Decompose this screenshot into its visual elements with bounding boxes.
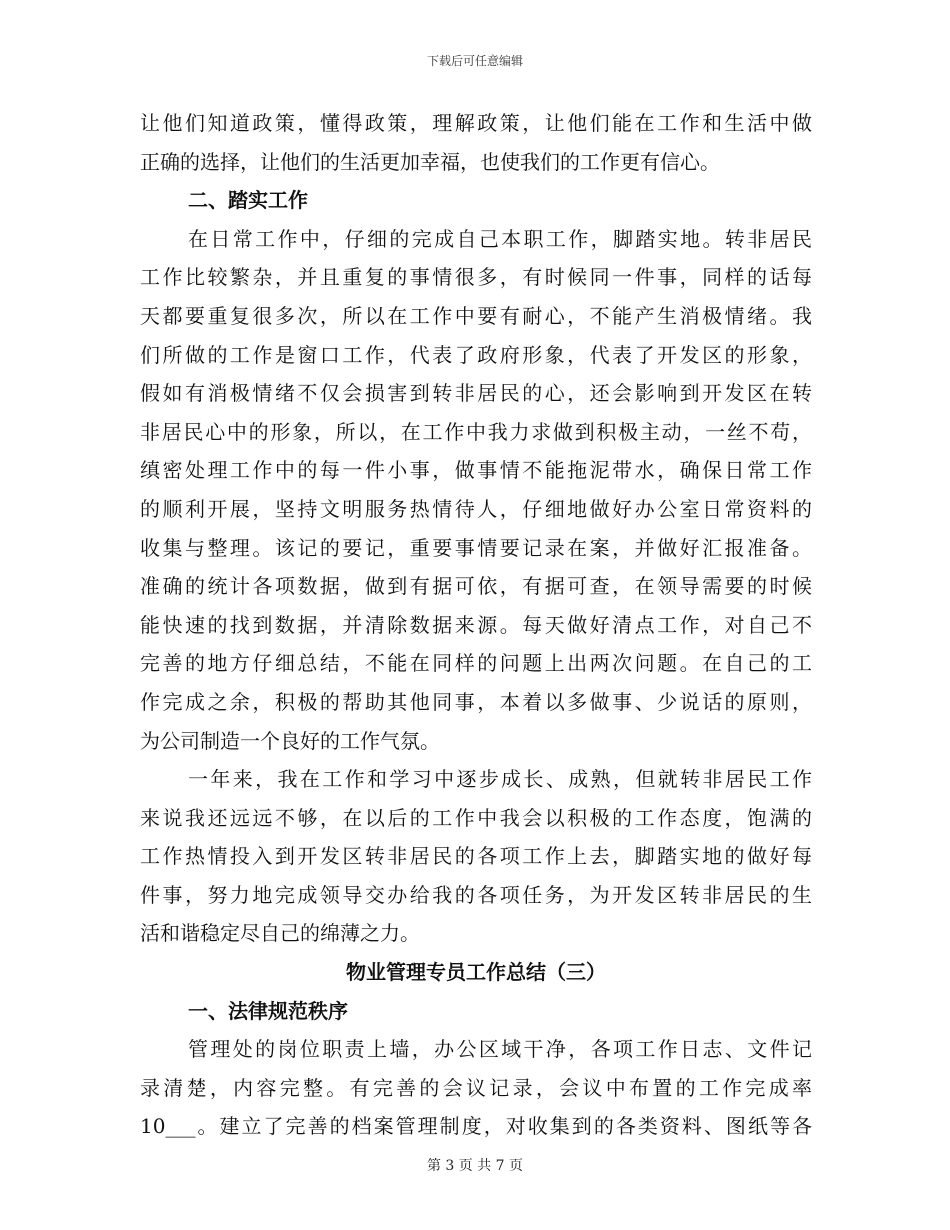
section-heading: 二、踏实工作 xyxy=(188,188,308,213)
paragraph-line: 10___。建立了完善的档案管理制度，对收集到的各类资料、图纸等各 xyxy=(140,1114,812,1139)
paragraph-line: 活和谐稳定尽自己的绵薄之力。 xyxy=(140,921,420,946)
paragraph-line: 在日常工作中，仔细的完成自己本职工作，脚踏实地。转非居民 xyxy=(188,226,812,251)
page-footer: 第 3 页 共 7 页 xyxy=(426,1158,524,1174)
paragraph-line: 管理处的岗位职责上墙，办公区域干净，各项工作日志、文件记 xyxy=(188,1037,812,1062)
paragraph-line: 录清楚，内容完整。有完善的会议记录，会议中布置的工作完成率 xyxy=(140,1075,812,1100)
paragraph-line: 为公司制造一个良好的工作气氛。 xyxy=(140,728,440,753)
page-header: 下载后可任意编辑 xyxy=(426,54,523,68)
paragraph-line: 假如有消极情绪不仅会损害到转非居民的心，还会影响到开发区在转 xyxy=(140,381,812,406)
paragraph-line: 天都要重复很多次，所以在工作中要有耐心，不能产生消极情绪。我 xyxy=(140,303,812,328)
paragraph-line: 作完成之余，积极的帮助其他同事，本着以多做事、少说话的原则， xyxy=(140,689,812,714)
paragraph-line: 一年来，我在工作和学习中逐步成长、成熟，但就转非居民工作 xyxy=(188,767,812,792)
paragraph-line: 非居民心中的形象，所以，在工作中我力求做到积极主动，一丝不苟， xyxy=(140,419,812,444)
paragraph-line: 工作热情投入到开发区转非居民的各项工作上去，脚踏实地的做好每 xyxy=(140,844,812,869)
paragraph-line: 们所做的工作是窗口工作，代表了政府形象，代表了开发区的形象， xyxy=(140,342,812,367)
paragraph-line: 缜密处理工作中的每一件小事，做事情不能拖泥带水，确保日常工作 xyxy=(140,458,812,483)
paragraph-line: 能快速的找到数据，并清除数据来源。每天做好清点工作，对自己不 xyxy=(140,612,812,637)
paragraph-line: 收集与整理。该记的要记，重要事情要记录在案，并做好汇报准备。 xyxy=(140,535,812,560)
document-body xyxy=(140,104,812,1146)
paragraph-line: 准确的统计各项数据，做到有据可依，有据可查，在领导需要的时候 xyxy=(140,574,812,599)
paragraph-line: 正确的选择，让他们的生活更加幸福，也使我们的工作更有信心。 xyxy=(140,149,720,174)
section-heading: 一、法律规范秩序 xyxy=(188,998,348,1023)
paragraph-line: 件事，努力地完成领导交办给我的各项任务，为开发区转非居民的生 xyxy=(140,882,812,907)
paragraph-line: 工作比较繁杂，并且重复的事情很多，有时候同一件事，同样的话每 xyxy=(140,265,812,290)
paragraph-line: 完善的地方仔细总结，不能在同样的问题上出两次问题。在自己的工 xyxy=(140,651,812,676)
document-title: 物业管理专员工作总结（三） xyxy=(346,960,606,985)
paragraph-line: 的顺利开展，坚持文明服务热情待人，仔细地做好办公室日常资料的 xyxy=(140,496,812,521)
paragraph-line: 让他们知道政策，懂得政策，理解政策，让他们能在工作和生活中做 xyxy=(140,111,812,135)
paragraph-line: 来说我还远远不够，在以后的工作中我会以积极的工作态度，饱满的 xyxy=(140,805,812,830)
